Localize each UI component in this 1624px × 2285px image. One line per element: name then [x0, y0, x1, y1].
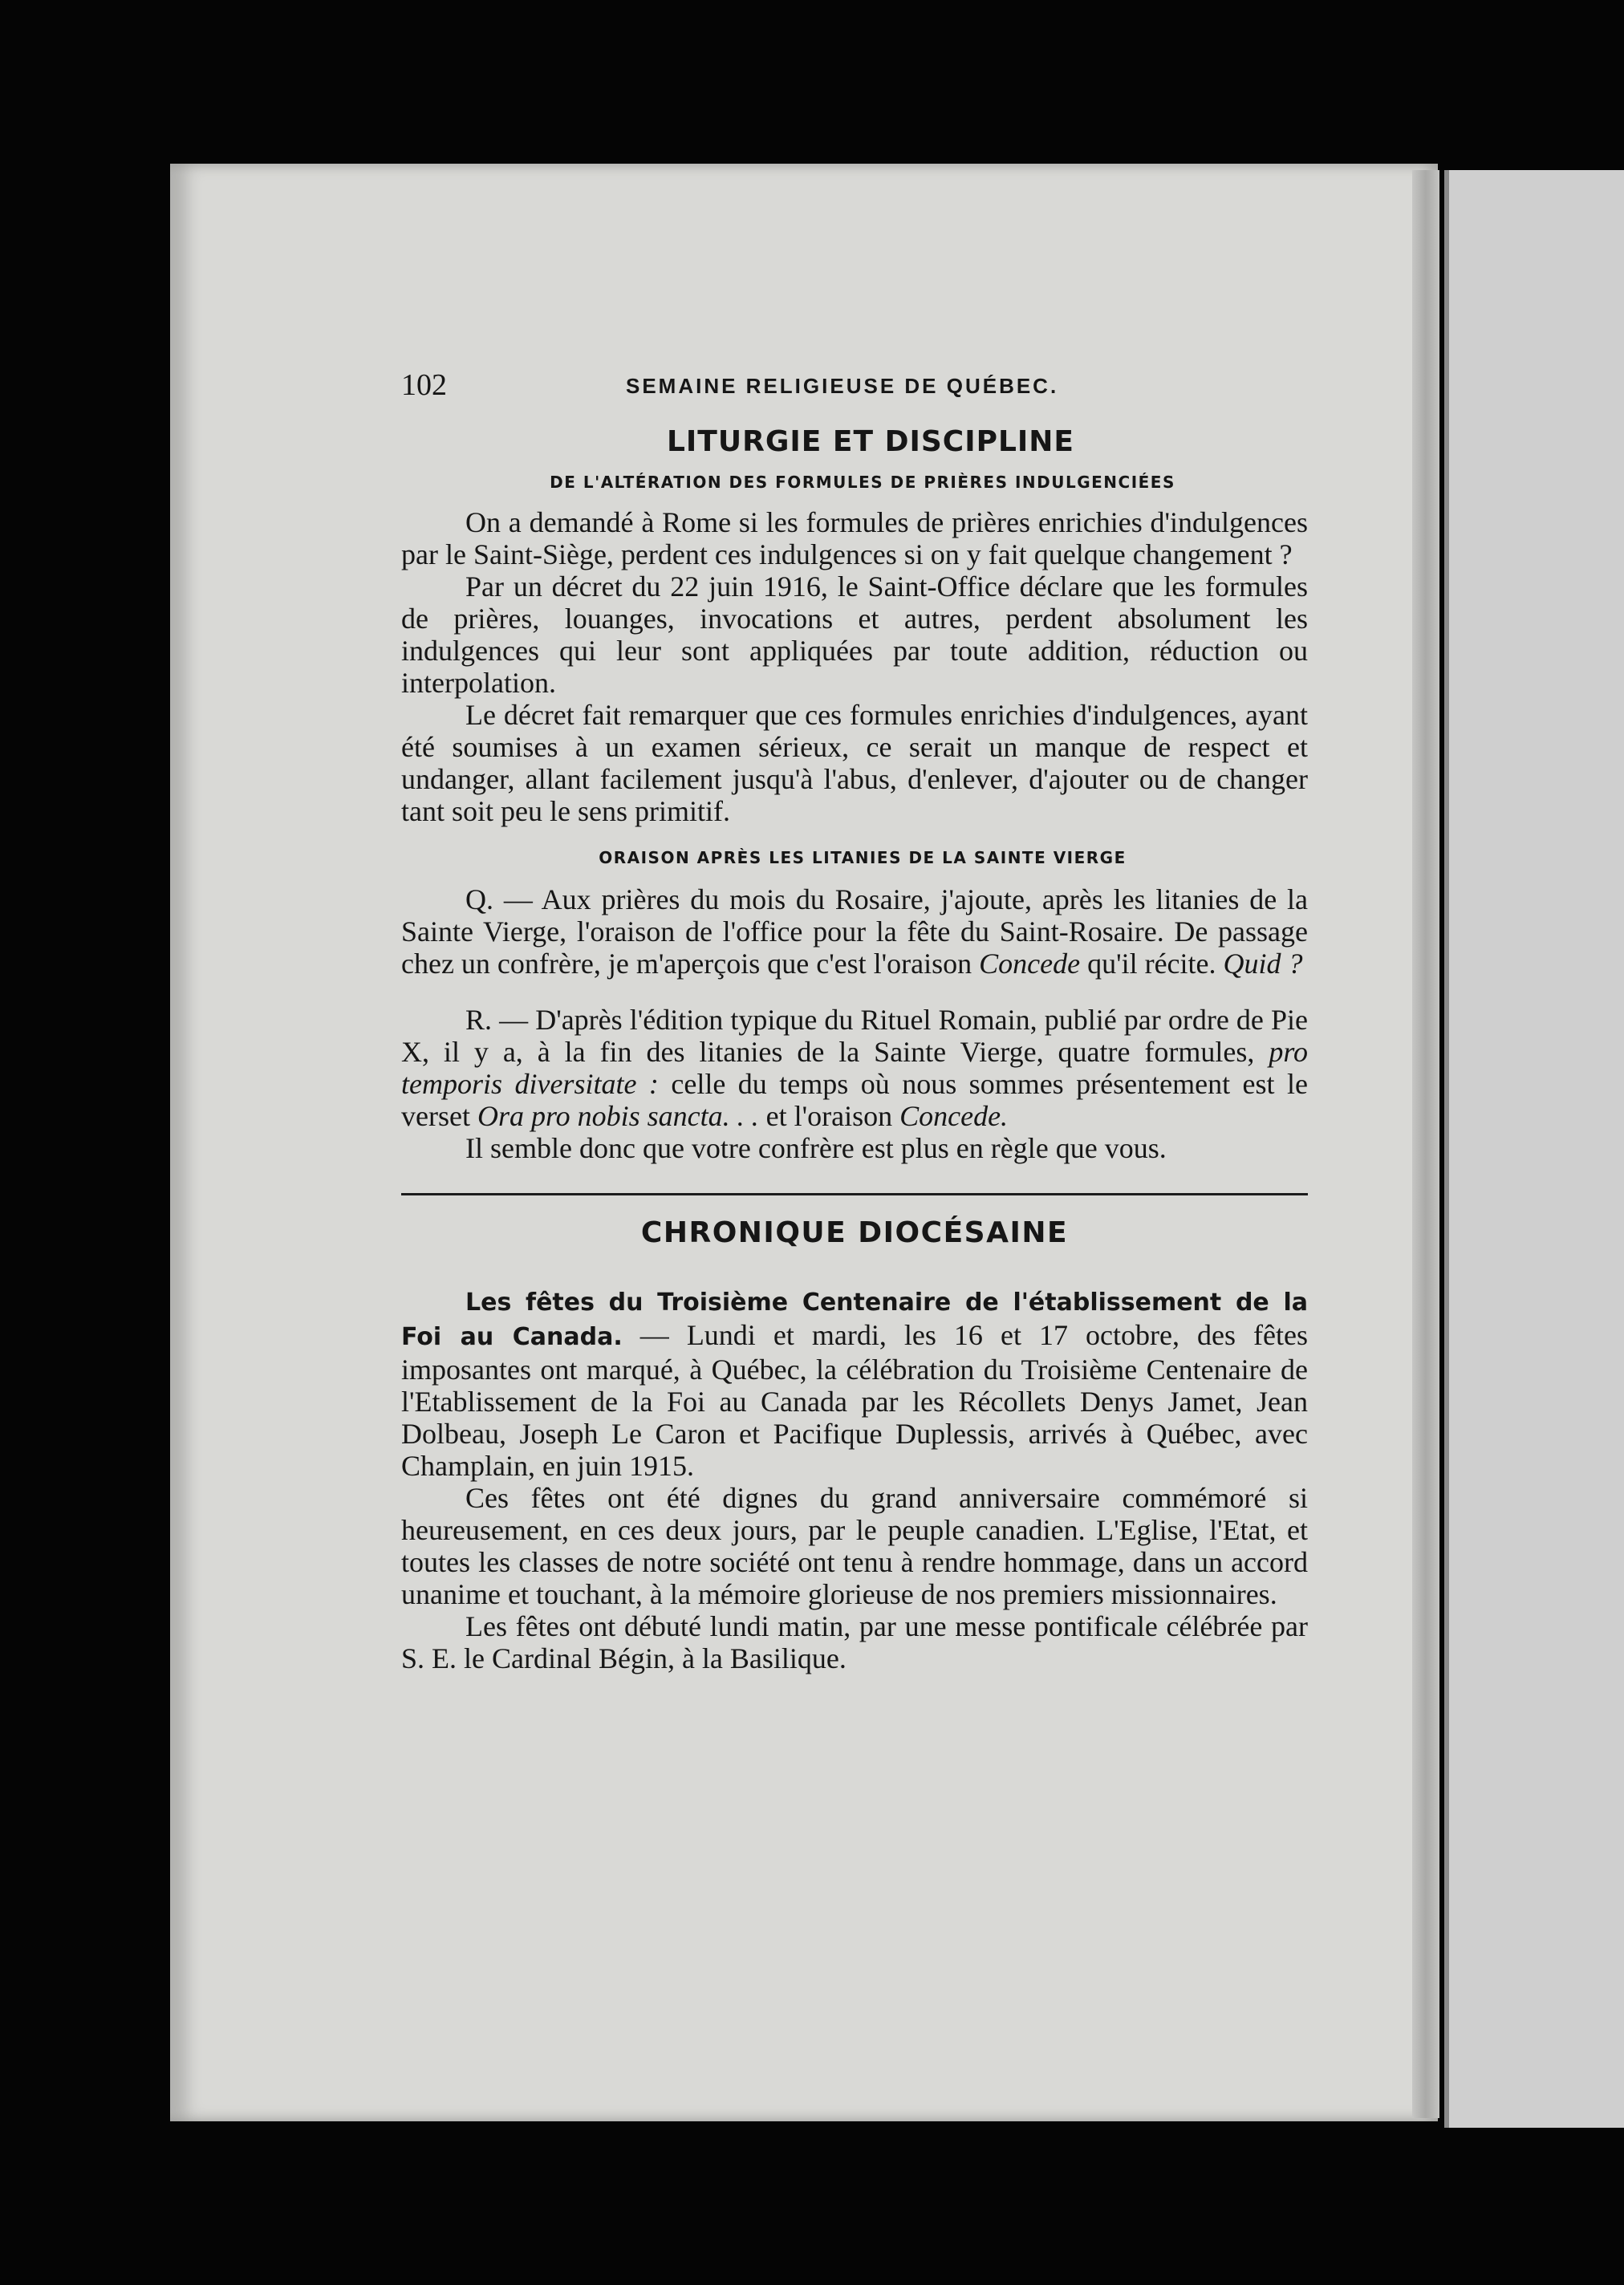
question-text: Q. — Aux prières du mois du Rosaire, j'ajoute, après les litanies de la Sainte Vierge, l'oraison de l'office pour la fête du Saint-Rosaire. De passage chez un confrère, je m'aperçois que c'est l'oraison	[401, 883, 1308, 980]
page-number: 102	[401, 368, 447, 402]
paragraph: Ces fêtes ont été dignes du grand anniversaire commémoré si heureusement, en ces deux jours, par le peuple canadien. L'Eglise, l'Etat, et toutes les classes de notre société ont tenu à rendre hommage, dans un accord unanime et touchant, à la mémoire glorieuse de nos premiers missionnaires.	[401, 1482, 1308, 1610]
paragraph: Les fêtes ont débuté lundi matin, par une messe pontificale célébrée par S. E. le Cardinal Bégin, à la Basilique.	[401, 1610, 1308, 1674]
answer-text: R. — D'après l'édition typique du Rituel Romain, publié par ordre de Pie X, il y a, à la fin des litanies de la Sainte Vierge, quatre formules,	[401, 1004, 1308, 1068]
answer-italic: Concede.	[899, 1100, 1009, 1132]
question-italic: Quid ?	[1223, 948, 1303, 980]
question-italic: Concede	[979, 948, 1081, 980]
chronique-lead-text: — Lundi et mardi, les 16 et 17 octobre, des fêtes imposantes ont marqué, à Québec, la célébration du Troisième Centenaire de l'Etablissement de la Foi au Canada par les Récollets Denys Jamet, Jean Dolbeau, Joseph Le Caron et Pacifique Duplessis, arrivés à Québec, avec Champlain, en juin 1915.	[401, 1319, 1309, 1482]
question-paragraph	[401, 883, 1308, 980]
section-title-liturgie: LITURGIE ET DISCIPLINE	[666, 425, 1075, 458]
running-head	[401, 367, 1308, 408]
chronique-lead-heading: Les fêtes du Troisième Centenaire de l'établissement de la Foi au Canada.	[401, 1289, 1308, 1351]
section-subtitle-alteration: DE L'ALTÉRATION DES FORMULES DE PRIÈRES INDULGENCIÉES	[550, 473, 1175, 492]
answer-italic: Ora pro nobis sancta. . .	[477, 1100, 759, 1132]
answer-italic: pro temporis diversitate :	[401, 1036, 1308, 1100]
section-title-chronique: CHRONIQUE DIOCÉSAINE	[640, 1216, 1069, 1249]
chronique-lead-paragraph	[401, 1285, 1308, 1482]
spacer	[401, 980, 1308, 1004]
paragraph: Il semble donc que votre confrère est plus en règle que vous.	[465, 1132, 1167, 1164]
section-subtitle-oraison: ORAISON APRÈS LES LITANIES DE LA SAINTE VIERGE	[599, 848, 1127, 867]
answer-paragraph	[401, 1004, 1308, 1132]
question-text: qu'il récite.	[1080, 948, 1224, 980]
page-edge	[1412, 170, 1439, 2118]
running-title: SEMAINE RELIGIEUSE DE QUÉBEC.	[626, 374, 1059, 398]
paragraph: Par un décret du 22 juin 1916, le Saint-Office déclare que les formules de prières, louanges, invocations et autres, perdent absolument les indulgences qui leur sont appliquées par toute addition, réduction ou interpolation.	[401, 570, 1308, 699]
paragraph: Le décret fait remarquer que ces formules enrichies d'indulgences, ayant été soumises à un examen sérieux, ce serait un manque de respect et undanger, allant facilement jusqu'à l'abus, d'enlever, d'ajouter ou de changer tant soit peu le sens primitif.	[401, 699, 1308, 827]
answer-text: et l'oraison	[758, 1100, 900, 1132]
adjacent-page	[1444, 170, 1624, 2128]
paragraph: On a demandé à Rome si les formules de prières enrichies d'indulgences par le Saint-Siège, perdent ces indulgences si on y fait quelque changement ?	[401, 506, 1308, 570]
answer-text: celle du temps où nous sommes présentement est le verset	[401, 1068, 1308, 1132]
section-divider	[401, 1193, 1308, 1195]
page-content	[401, 367, 1308, 1674]
